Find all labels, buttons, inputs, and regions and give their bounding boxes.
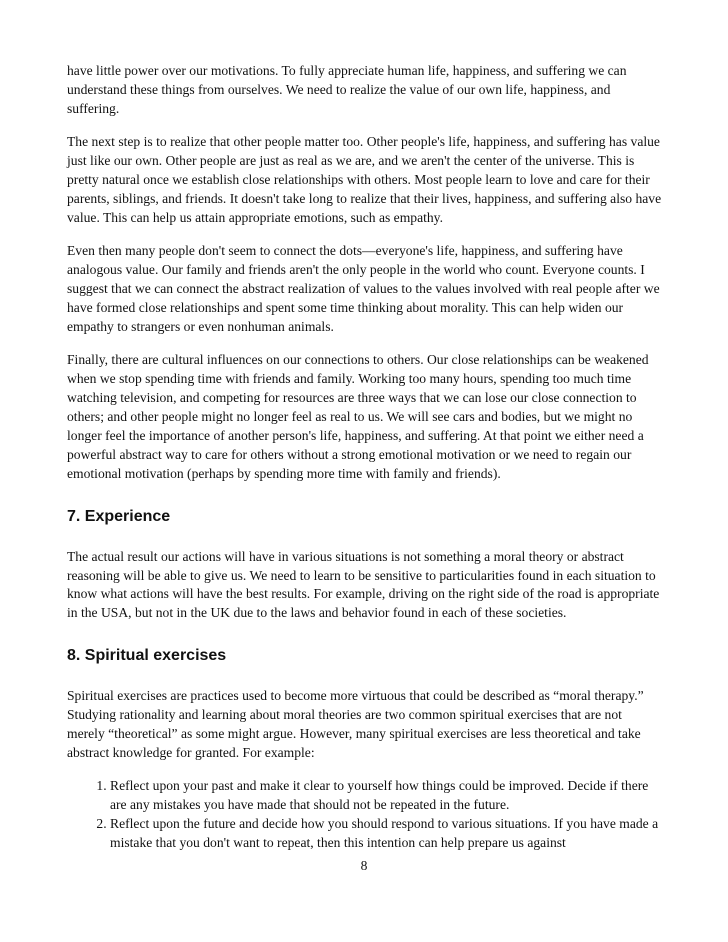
section-heading-experience: 7. Experience [67, 507, 171, 525]
paragraph-motivations: have little power over our motivations. To fully appreciate human life, happiness, and suffering we can understand these things from ourselves. We need to realize the value of our own life, happiness, and suffering. [67, 63, 627, 116]
paragraph-cultural-influences: Finally, there are cultural influences on our connections to others. Our close relationships can be weakened when we stop spending time with friends and family. Working too many hours, spending too much time watching television, and competing for resources are three ways that we can lose our close connection to others; and other people might no longer feel as real to us. We will see cars and bodies, but we might no longer feel the importance of another person's life, happiness, and suffering. At that point we either need a powerful abstract way to care for others without a strong emotional motivation or we need to regain our emotional motivation (perhaps by spending more time with family and friends). [67, 352, 649, 481]
paragraph-spiritual-exercises: Spiritual exercises are practices used to become more virtuous that could be described as “moral therapy.” Studying rationality and learning about moral theories are two common spiritual exercises that are not merely “theoretical” as some might argue. However, many spiritual exercises are less theoretical and take abstract knowledge for granted. For example: [67, 688, 644, 760]
list-item: 2. Reflect upon the future and decide how you should respond to various situations. If you have made a mistake that you don't want to repeat, then this intention can help prepare us against [110, 815, 663, 853]
list-item: 1. Reflect upon your past and make it clear to yourself how things could be improved. Decide if there are any mistakes you have made that should not be repeated in the future. [110, 777, 663, 815]
document-page [67, 62, 663, 853]
paragraph-other-people-matter: The next step is to realize that other people matter too. Other people's life, happiness, and suffering has value just like our own. Other people are just as real as we are, and we aren't the center of the universe. This is pretty natural once we establish close relationships with others. Most people learn to love and care for their parents, siblings, and friends. It doesn't take long to realize that their lives, happiness, and suffering also have value. This can help us attain appropriate emotions, such as empathy. [67, 134, 662, 225]
section-heading-spiritual-exercises: 8. Spiritual exercises [67, 647, 227, 665]
paragraph-experience: The actual result our actions will have in various situations is not something a moral theory or abstract reasoning will be able to give us. We need to learn to be sensitive to particularities found in each situation to know what actions will have the best results. For example, driving on the right side of the road is appropriate in the USA, but not in the UK due to the laws and behavior found in each of these societies. [67, 548, 660, 621]
page-number: 8 [360, 858, 368, 873]
paragraph-connect-the-dots: Even then many people don't seem to connect the dots—everyone's life, happiness, and suffering have analogous value. Our family and friends aren't the only people in the world who count. Everyone counts. I suggest that we can connect the abstract realization of values to the values involved with real people after we have formed close relationships and spent some time thinking about morality. This can help widen our empathy to strangers or even nonhuman animals. [67, 243, 660, 334]
spiritual-exercises-list [67, 777, 663, 853]
